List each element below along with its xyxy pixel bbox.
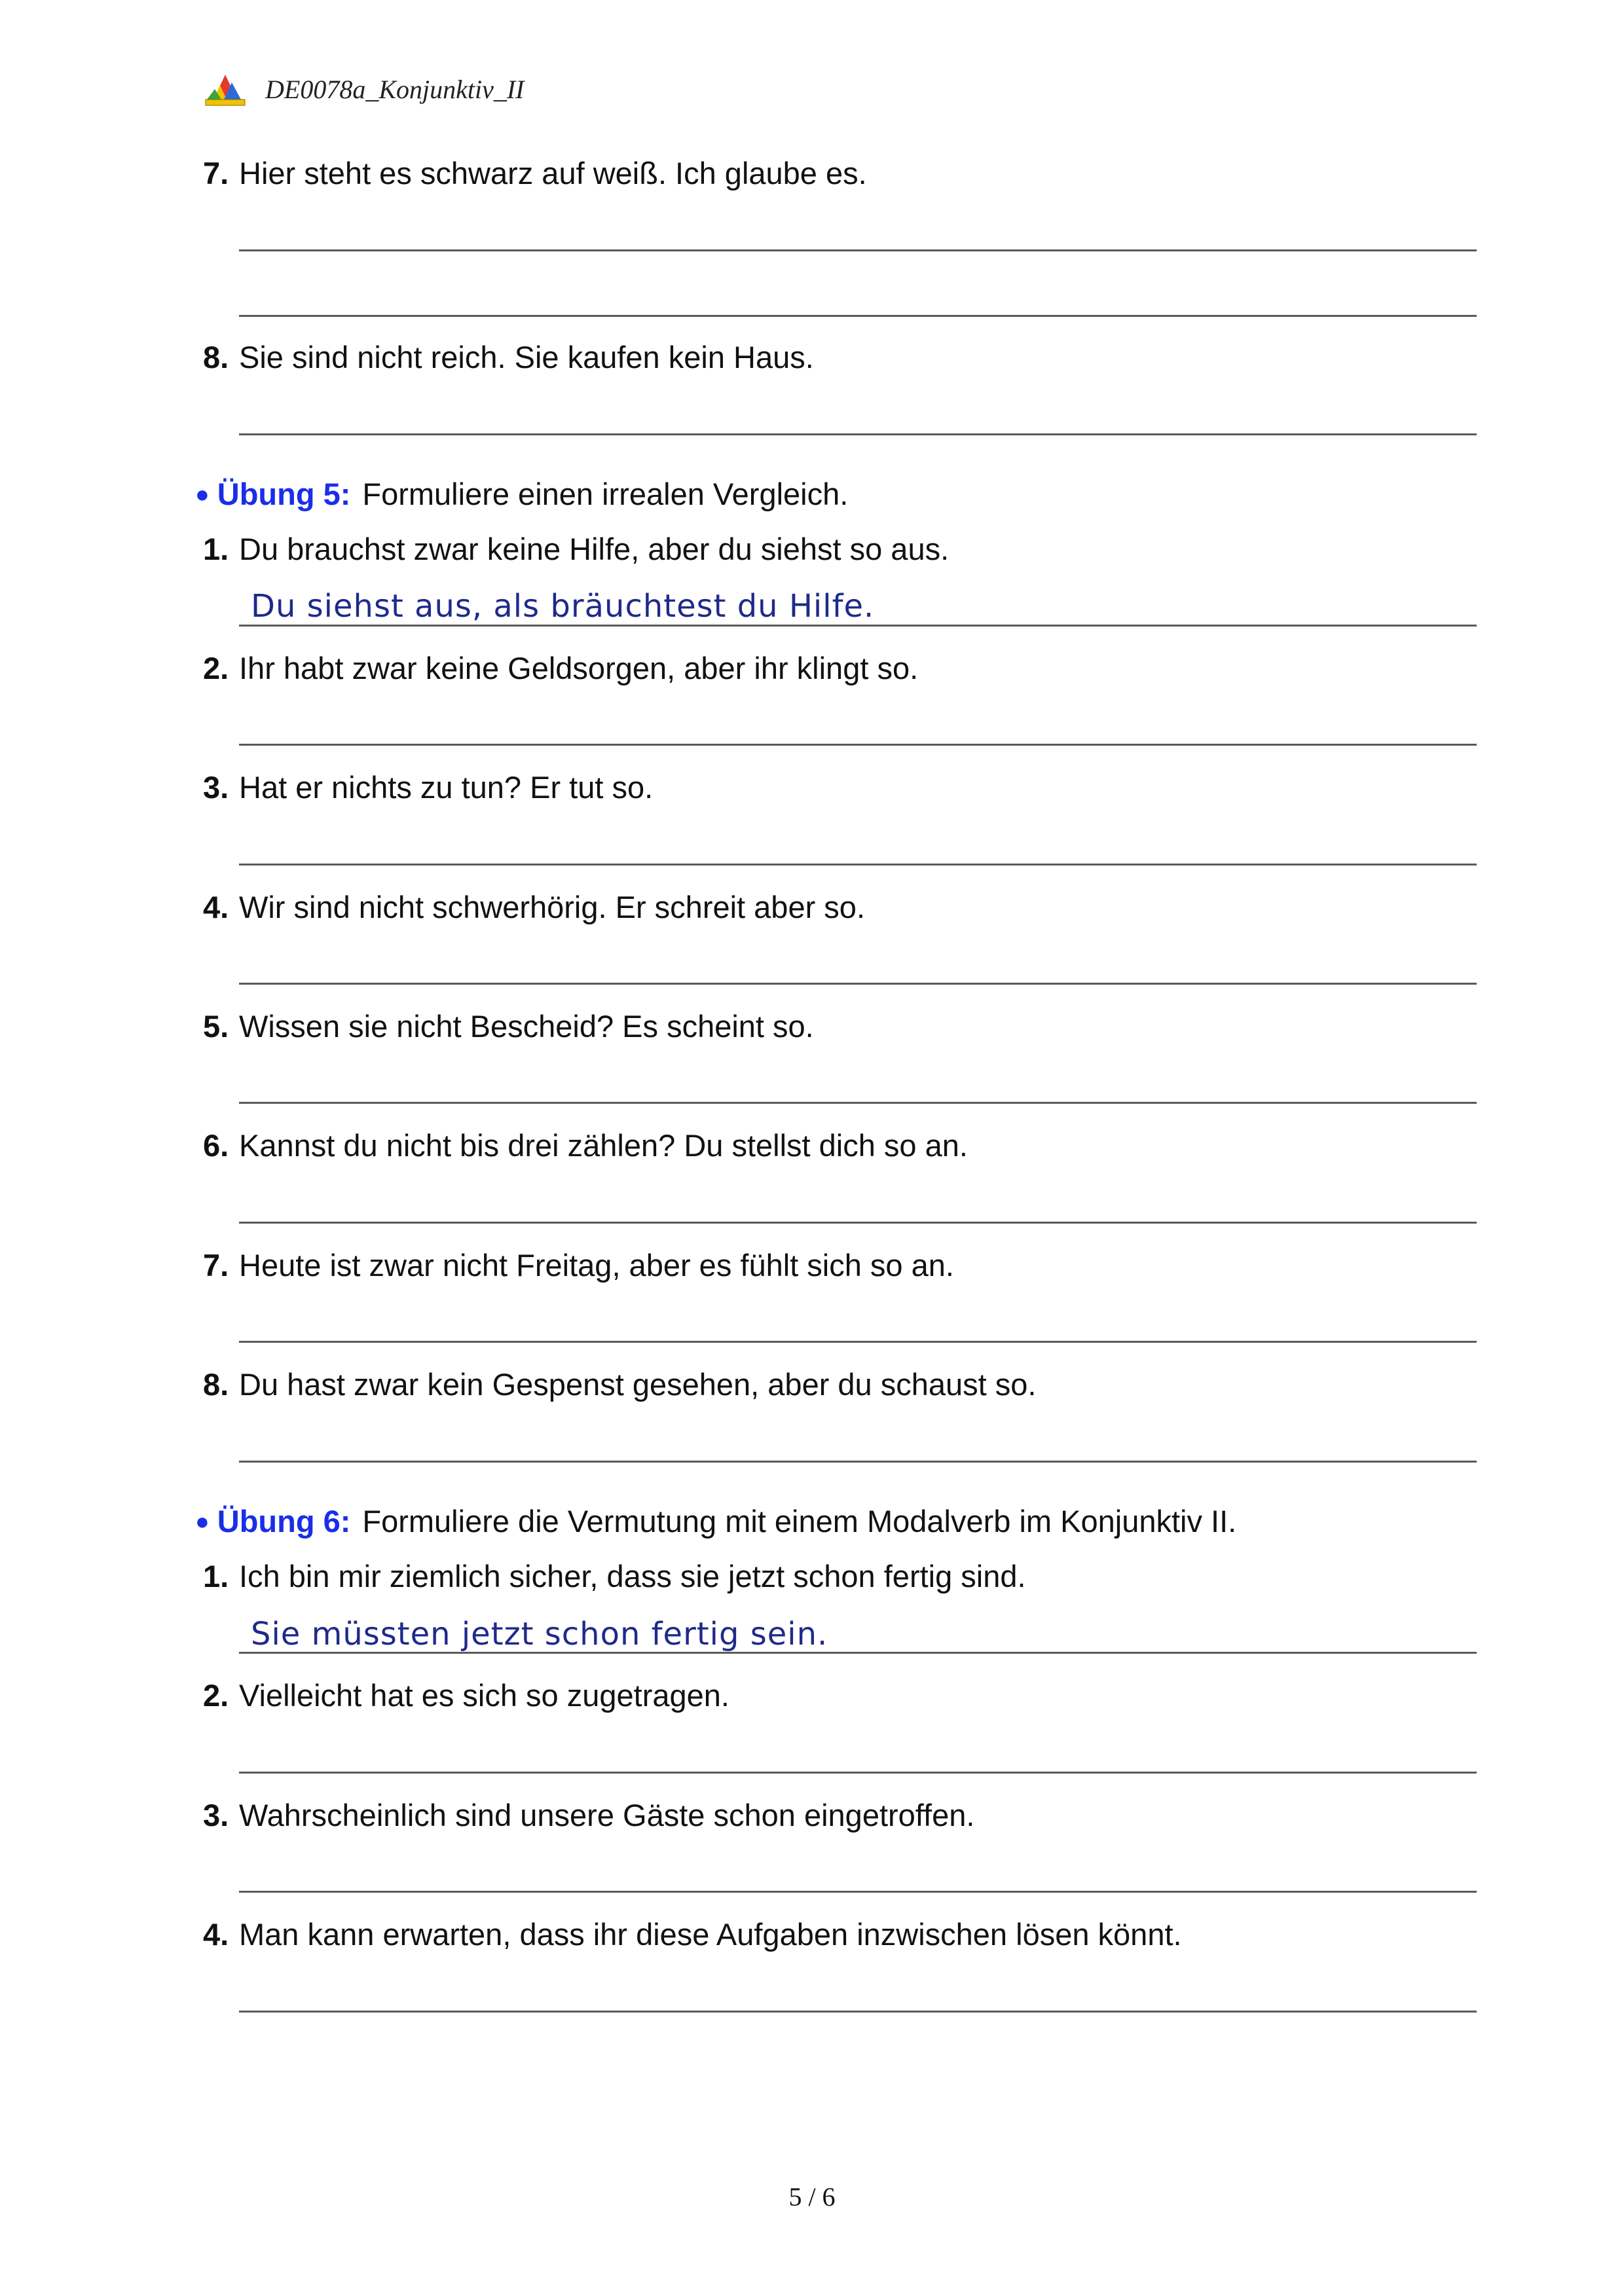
- exercise-item: 3. Wahrscheinlich sind unsere Gäste schon eingetroffen.: [203, 1798, 975, 1832]
- exercise-item: 5. Wissen sie nicht Bescheid? Es scheint so.: [203, 1009, 814, 1044]
- exercise-item: 8. Du hast zwar kein Gespenst gesehen, aber du schaust so.: [203, 1367, 1037, 1402]
- exercise-item: 4. Man kann erwarten, dass ihr diese Aufgaben inzwischen lösen könnt.: [203, 1917, 1182, 1952]
- answer-line[interactable]: [239, 625, 1477, 627]
- answer-line[interactable]: [239, 433, 1477, 435]
- exercise-item: 2. Ihr habt zwar keine Geldsorgen, aber ihr klingt so.: [203, 651, 919, 685]
- answer-line[interactable]: [239, 1102, 1477, 1104]
- exercise-item: 7. Heute ist zwar nicht Freitag, aber es fühlt sich so an.: [203, 1248, 954, 1283]
- exercise-heading: ● Übung 5: Formuliere einen irrealen Vergleich.: [195, 477, 849, 511]
- exercise-item: 1. Du brauchst zwar keine Hilfe, aber du siehst so aus.: [203, 532, 950, 566]
- page-number: 5 / 6: [788, 2182, 836, 2212]
- answer-line[interactable]: [239, 1222, 1477, 1224]
- answer-line[interactable]: [239, 1341, 1477, 1343]
- exercise-item: 6. Kannst du nicht bis drei zählen? Du stellst dich so an.: [203, 1128, 968, 1163]
- answer-line[interactable]: [239, 744, 1477, 746]
- answer-line[interactable]: [239, 1891, 1477, 1893]
- answer-line[interactable]: [239, 1461, 1477, 1463]
- answer-line[interactable]: [239, 983, 1477, 985]
- answer-line[interactable]: [239, 315, 1477, 317]
- answer-line[interactable]: [239, 864, 1477, 866]
- exercise-item: 2. Vielleicht hat es sich so zugetragen.: [203, 1678, 729, 1713]
- handwritten-answer: Sie müssten jetzt schon fertig sein.: [251, 1616, 828, 1652]
- answer-line[interactable]: [239, 1652, 1477, 1654]
- exercise-item: 7. Hier steht es schwarz auf weiß. Ich glaube es.: [203, 156, 867, 191]
- answer-line[interactable]: [239, 249, 1477, 251]
- exercise-item: 1. Ich bin mir ziemlich sicher, dass sie jetzt schon fertig sind.: [203, 1559, 1026, 1594]
- answer-line[interactable]: [239, 1772, 1477, 1774]
- handwritten-answer: Du siehst aus, als bräuchtest du Hilfe.: [251, 588, 875, 625]
- exercise-heading: ● Übung 6: Formuliere die Vermutung mit einem Modalverb im Konjunktiv II.: [195, 1504, 1237, 1539]
- document-title: DE0078a_Konjunktiv_II: [265, 75, 525, 104]
- exercise-item: 8. Sie sind nicht reich. Sie kaufen kein Haus.: [203, 340, 814, 374]
- exercise-item: 4. Wir sind nicht schwerhörig. Er schreit aber so.: [203, 890, 865, 924]
- logo-icon: [204, 73, 246, 107]
- answer-line[interactable]: [239, 2011, 1477, 2013]
- exercise-item: 3. Hat er nichts zu tun? Er tut so.: [203, 770, 654, 805]
